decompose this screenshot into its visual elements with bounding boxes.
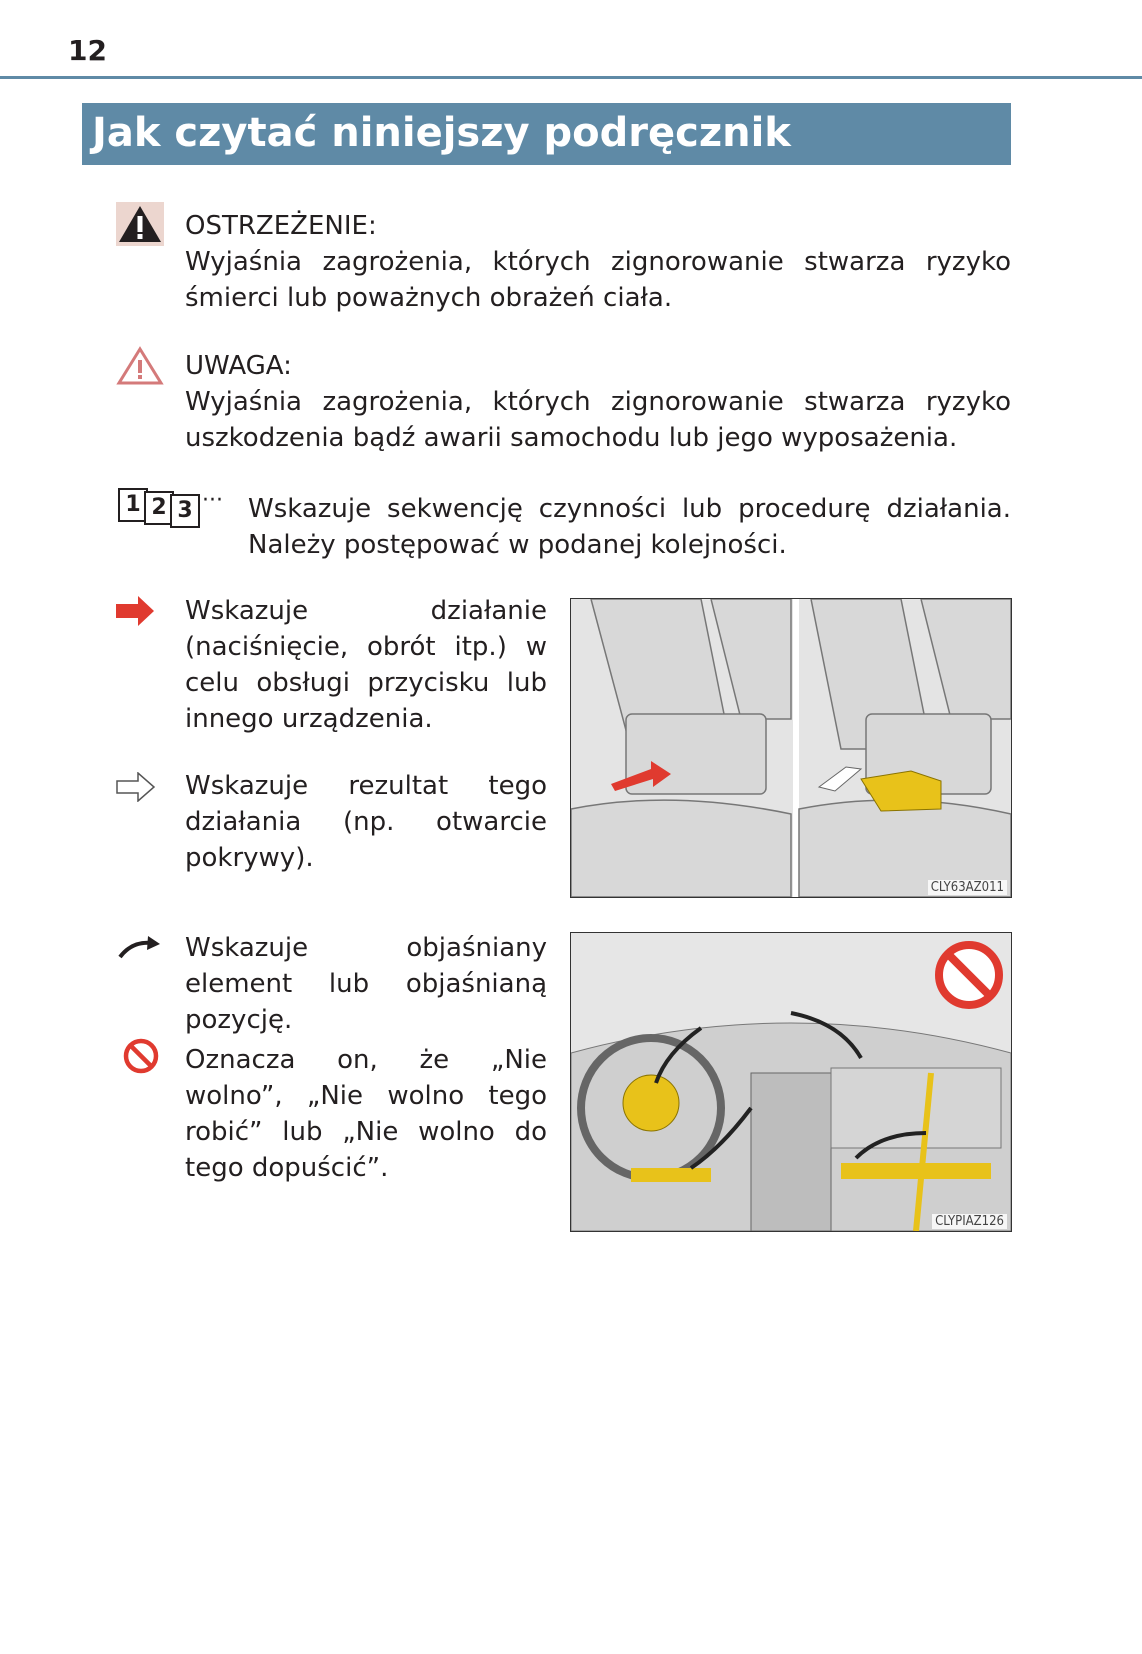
red-arrow-icon	[116, 596, 156, 630]
caution-heading: UWAGA:	[185, 351, 292, 381]
figure-armrest	[570, 598, 1012, 898]
page-title: Jak czytać niniejszy podręcznik	[92, 110, 791, 156]
warning-heading: OSTRZEŻENIE:	[185, 211, 377, 241]
pointer-arrow-icon	[118, 935, 162, 963]
step-2-box: 2	[144, 491, 174, 525]
step-numbers-icon	[118, 488, 228, 528]
page-number: 12	[68, 34, 107, 67]
prohibited-icon	[123, 1038, 159, 1078]
step-dots: ···	[202, 488, 223, 513]
pointer-text: Wskazuje objaśniany element lub objaśnianą pozycję.	[185, 933, 547, 1035]
step-3-box: 3	[170, 494, 200, 528]
outline-arrow-icon	[116, 772, 156, 806]
action-text: Wskazuje działanie (naciśnięcie, obrót itp.) w celu obsługi przycisku lub innego urządzenia.	[185, 596, 547, 734]
steps-text: Wskazuje sekwencję czynności lub procedurę działania. Należy postępować w podanej kolejności.	[248, 494, 1011, 560]
step-1-box: 1	[118, 488, 148, 522]
caution-outline-icon	[116, 346, 164, 390]
figure-code: CLY63AZ011	[928, 880, 1007, 895]
header-rule	[0, 76, 1142, 79]
figure-dashboard	[570, 932, 1012, 1232]
warning-text: Wyjaśnia zagrożenia, których zignorowanie stwarza ryzyko śmierci lub poważnych obrażeń ciała.	[185, 247, 1011, 313]
warning-filled-icon	[116, 202, 164, 250]
caution-text: Wyjaśnia zagrożenia, których zignorowanie stwarza ryzyko uszkodzenia bądź awarii samochodu lub jego wyposażenia.	[185, 387, 1011, 453]
prohibited-text: Oznacza on, że „Nie wolno”, „Nie wolno tego robić” lub „Nie wolno do tego dopuścić”.	[185, 1045, 547, 1183]
result-text: Wskazuje rezultat tego działania (np. otwarcie pokrywy).	[185, 771, 547, 873]
figure-code: CLYPIAZ126	[932, 1214, 1007, 1229]
title-bar	[82, 103, 1011, 165]
